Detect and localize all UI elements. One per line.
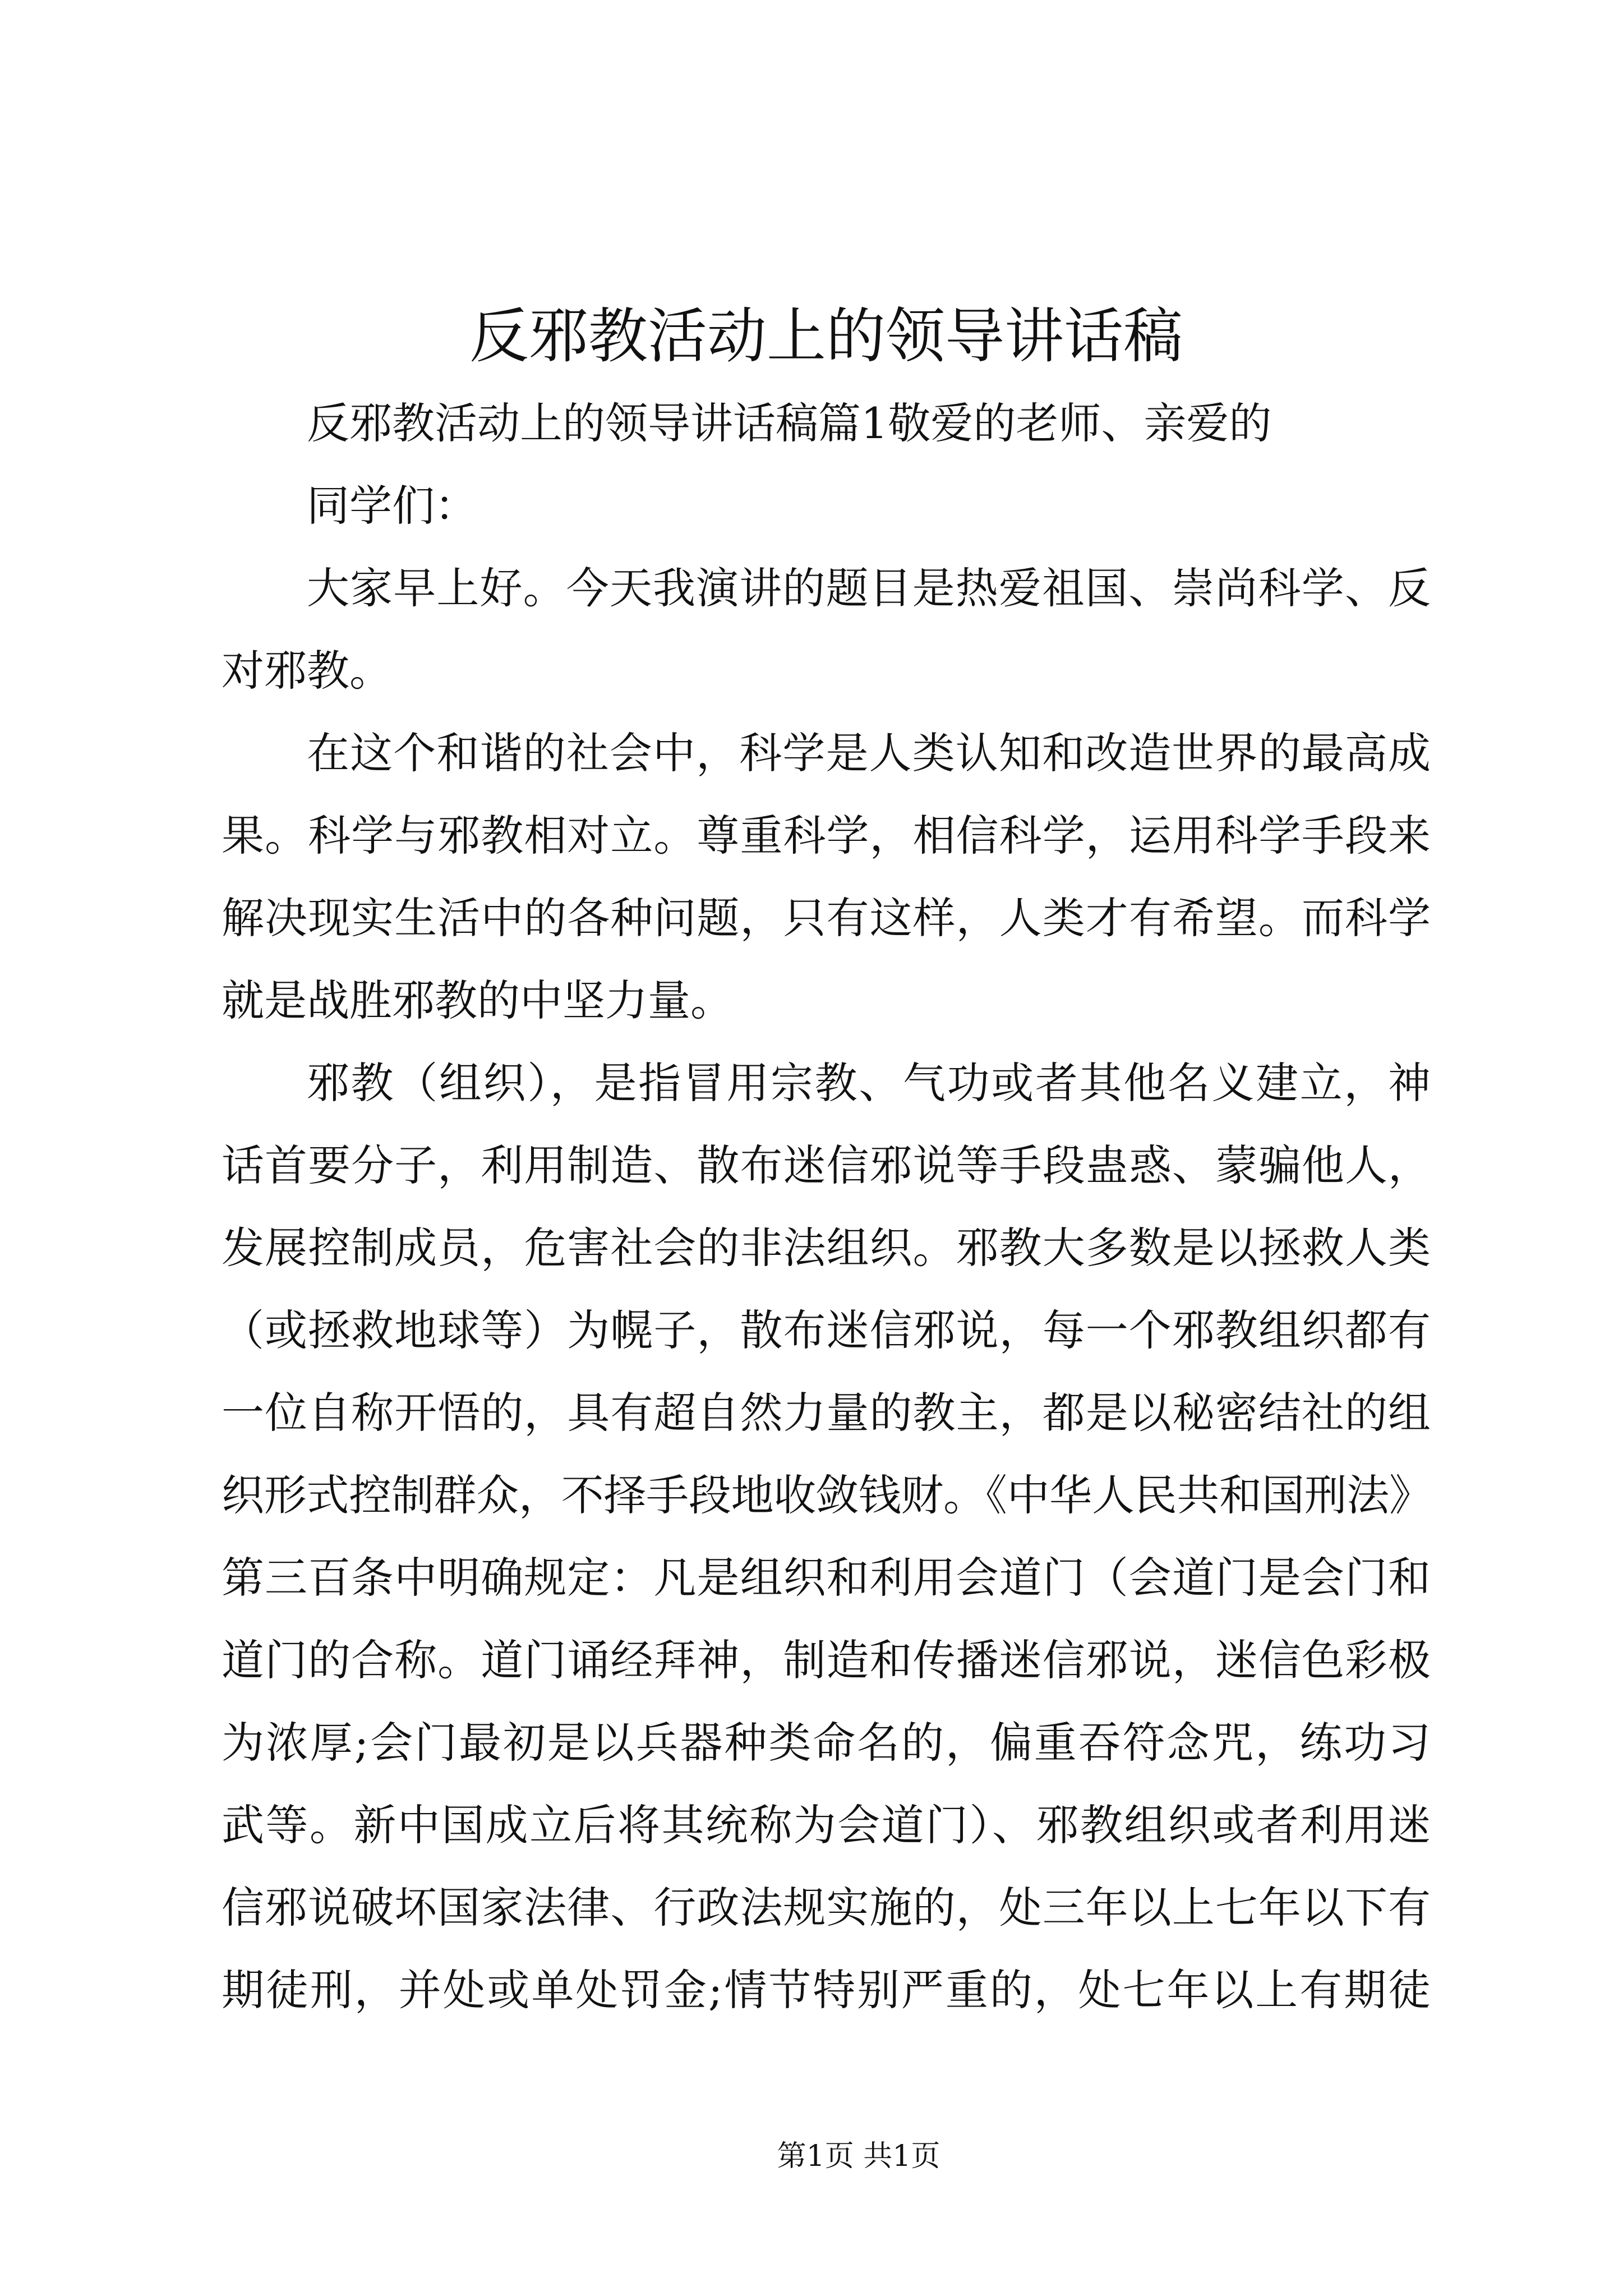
document-title: 反邪教活动上的领导讲话稿: [469, 302, 1183, 371]
text-line: 道门的合称。道门诵经拜神，制造和传播迷信邪说，迷信色彩极: [222, 1635, 1431, 1685]
paragraph: [222, 712, 1431, 1042]
text-line: 反邪教活动上的领导讲话稿篇1敬爱的老师、亲爱的: [307, 398, 1272, 448]
text-line: 第三百条中明确规定：凡是组织和利用会道门（会道门是会门和: [222, 1553, 1431, 1603]
text-line: （或拯救地球等）为幌子，散布迷信邪说，每一个邪教组织都有: [222, 1305, 1431, 1355]
text-line: 一位自称开悟的，具有超自然力量的教主，都是以秘密结社的组: [222, 1388, 1431, 1438]
page-number-footer: 第1页 共1页: [777, 2139, 940, 2173]
document-body: [222, 382, 1431, 2031]
paragraph: [222, 547, 1431, 712]
text-line: 期徒刑，并处或单处罚金;情节特别严重的，处七年以上有期徒: [222, 1965, 1431, 2015]
text-line: 同学们：: [307, 481, 477, 531]
text-line: 果。科学与邪教相对立。尊重科学，相信科学，运用科学手段来: [222, 811, 1431, 861]
text-line: 对邪教。: [222, 646, 392, 696]
text-line: 解决现实生活中的各种问题，只有这样，人类才有希望。而科学: [222, 893, 1431, 943]
text-line: 话首要分子，利用制造、散布迷信邪说等手段蛊惑、蒙骗他人，: [222, 1140, 1431, 1190]
text-line: 大家早上好。今天我演讲的题目是热爱祖国、崇尚科学、反: [307, 563, 1431, 613]
text-line: 信邪说破坏国家法律、行政法规实施的，处三年以上七年以下有: [222, 1883, 1431, 1932]
text-line: 发展控制成员，危害社会的非法组织。邪教大多数是以拯救人类: [222, 1223, 1431, 1273]
paragraph: [222, 1042, 1431, 2031]
text-line: 为浓厚;会门最初是以兵器种类命名的，偏重吞符念咒，练功习: [222, 1718, 1431, 1768]
paragraph: [222, 464, 1431, 547]
text-line: 在这个和谐的社会中，科学是人类认知和改造世界的最高成: [307, 728, 1431, 778]
paragraph: [222, 382, 1431, 464]
text-line: 就是战胜邪教的中坚力量。: [222, 976, 733, 1025]
text-line: 邪教（组织），是指冒用宗教、气功或者其他名义建立，神: [307, 1058, 1431, 1108]
text-line: 织形式控制群众，不择手段地收敛钱财。《中华人民共和国刑法》: [222, 1470, 1431, 1520]
text-line: 武等。新中国成立后将其统称为会道门）、邪教组织或者利用迷: [222, 1800, 1431, 1850]
